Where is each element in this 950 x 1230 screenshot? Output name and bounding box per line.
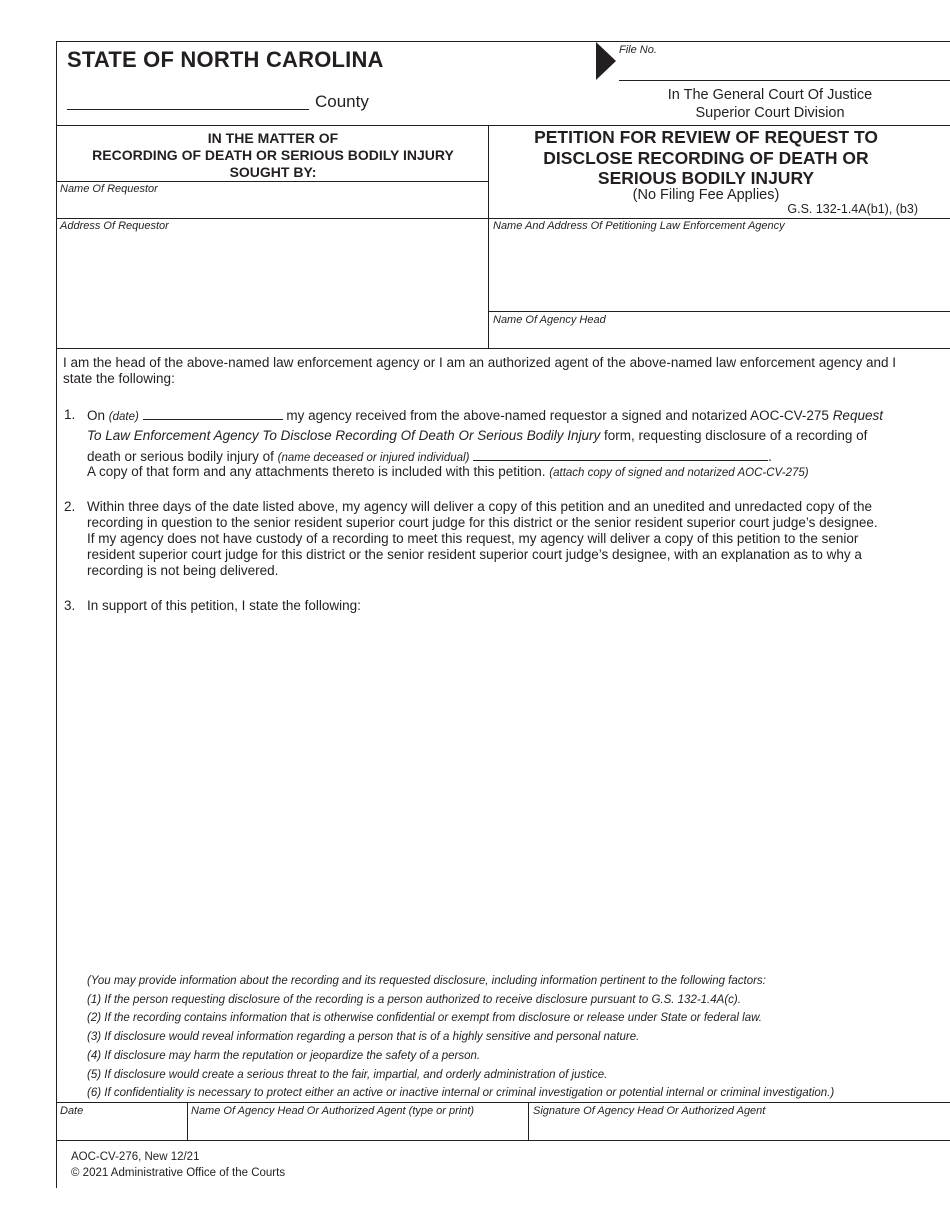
item-1-text-c: death or serious bodily injury of [87,449,274,464]
form-title-b: To Law Enforcement Agency To Disclose Recording Of Death Or Serious Bodily Injury [87,428,601,443]
title-line-3: SERIOUS BODILY INJURY [597,168,815,188]
signature-label: Signature Of Agency Head Or Authorized Agent [533,1105,766,1117]
matter-divider [488,125,489,348]
item-2-line-2: recording in question to the senior resident superior court judge for this district or the senior resident superior court judge’s designee. [87,515,878,530]
matter-line-1: IN THE MATTER OF [207,130,339,146]
item-1-text-d: A copy of that form and any attachments thereto is included with this petition. [87,464,546,479]
state-heading: STATE OF NORTH CAROLINA [67,47,384,72]
county-field[interactable] [67,109,309,110]
item-2-number: 2. [64,499,76,514]
file-no-arrow-icon [596,42,616,80]
matter-heading [58,130,488,181]
county-label: County [315,92,369,111]
factor-1: (1) If the person requesting disclosure of the recording is a person authorized to receive disclosure pursuant to G.S. 132-1.4A(c). [87,993,741,1006]
matter-top-rule [56,125,950,126]
file-no-label: File No. [619,44,657,56]
agency-head-label: Name Of Agency Head [493,314,606,326]
item-1-number: 1. [64,407,76,422]
title-line-2: DISCLOSE RECORDING OF DEATH OR [543,147,869,168]
signature-divider-2 [528,1102,529,1140]
file-no-field[interactable] [619,80,950,81]
factors-list [87,972,937,1103]
signer-name-label: Name Of Agency Head Or Authorized Agent (type or print) [191,1105,475,1117]
support-statement-field[interactable] [87,620,937,965]
factor-intro: (You may provide information about the recording and its requested disclosure, including information pertinent to the following factors: [87,975,766,987]
name-hint: (name deceased or injured individual) [277,452,470,464]
requestor-name-rule [56,181,488,182]
date-hint: (date) [108,411,139,423]
factor-3: (3) If disclosure would reveal information regarding a person that is of a highly sensitive and personal nature. [87,1031,640,1044]
date-label: Date [60,1105,84,1117]
factor-6: (6) If confidentiality is necessary to protect either an active or inactive internal or criminal investigation or potential internal or criminal investigation.) [87,1087,835,1100]
requestor-address-field[interactable] [57,234,487,346]
agency-head-field[interactable] [490,328,948,347]
form-id: AOC-CV-276, New 12/21 [71,1151,200,1163]
court-line-1: In The General Court Of Justice [667,87,873,103]
requestor-name-field[interactable] [57,197,487,218]
signature-date-field[interactable] [57,1118,186,1139]
court-line-2: Superior Court Division [695,105,845,121]
item-3-number: 3. [64,598,76,613]
footer [71,1149,285,1181]
matter-line-3: SOUGHT BY: [229,164,317,180]
requestor-address-label: Address Of Requestor [60,220,169,232]
item-2-line-1: Within three days of the date listed above, my agency will deliver a copy of this petition and an unedited and unredacted copy of the [87,499,872,514]
item-1-period: . [768,449,772,464]
top-border [56,41,950,42]
item-2-text [87,499,947,579]
body-top-rule [56,348,950,349]
item-1-text-a: my agency received from the above-named requestor a signed and notarized AOC-CV-275 [286,408,829,423]
item-1-text-b: form, requesting disclosure of a recording of [604,428,868,443]
intro-statement: I am the head of the above-named law enforcement agency or I am an authorized agent of the above-named law enforcement agency and I state the following: [63,355,897,386]
form-title-a: Request [832,408,883,423]
signature-bottom-rule [56,1140,950,1141]
agency-name-address-label: Name And Address Of Petitioning Law Enforcement Agency [493,220,785,232]
item-2-line-5: recording is not being delivered. [87,563,279,578]
item-2-line-4: resident superior court judge for this district or the senior resident superior court judge’s designee, with an explanation as to why a [87,547,862,562]
factor-4: (4) If disclosure may harm the reputation or jeopardize the safety of a person. [87,1049,481,1062]
agency-head-rule [488,311,950,312]
no-filing-fee: (No Filing Fee Applies) [632,187,780,203]
item-3-text: In support of this petition, I state the following: [87,598,361,613]
signature-field[interactable] [530,1118,948,1139]
title-line-1: PETITION FOR REVIEW OF REQUEST TO [534,127,878,147]
court-division [600,86,940,122]
matter-line-2: RECORDING OF DEATH OR SERIOUS BODILY INJURY [92,147,454,163]
item-1-line-1 [87,407,947,425]
signature-divider-1 [187,1102,188,1140]
factor-5: (5) If disclosure would create a serious threat to the fair, impartial, and orderly administration of justice. [87,1068,608,1081]
item-1-on: On [87,408,106,423]
petition-title [490,127,922,189]
address-rule [56,218,950,219]
item-1-line-2 [87,428,867,444]
signature-top-rule [56,1102,950,1103]
item-1-line-4 [87,464,809,481]
date-field[interactable] [143,407,283,420]
factor-2: (2) If the recording contains information that is otherwise confidential or exempt from disclosure or release under State or federal law. [87,1012,763,1025]
agency-name-address-field[interactable] [490,234,948,310]
statute-reference: G.S. 132-1.4A(b1), (b3) [787,202,918,216]
copyright: © 2021 Administrative Office of the Courts [71,1167,286,1179]
signer-name-field[interactable] [189,1118,527,1139]
individual-name-field[interactable] [473,448,768,461]
item-2-line-3: If my agency does not have custody of a recording to meet this request, my agency will deliver a copy of this petition to the senior [87,531,859,546]
attach-hint: (attach copy of signed and notarized AOC-CV-275) [549,467,809,479]
requestor-name-label: Name Of Requestor [60,183,158,195]
